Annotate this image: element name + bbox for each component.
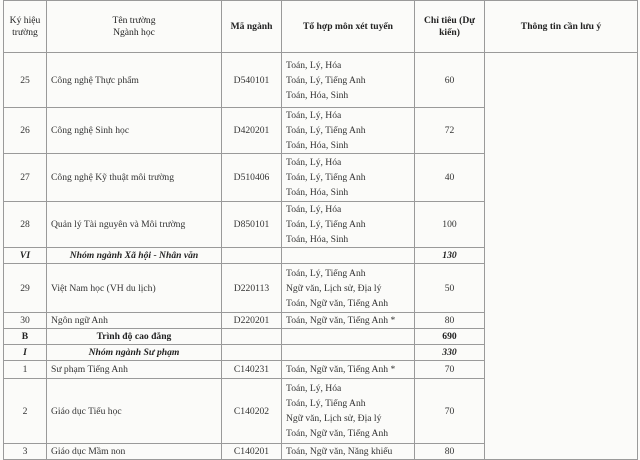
subject-combination: Toán, Ngữ văn, Tiếng Anh — [286, 428, 389, 439]
row-number: 27 — [4, 154, 47, 202]
major-name: Giáo dục Mầm non — [47, 444, 222, 460]
subject-combination: Toán, Hóa, Sinh — [286, 89, 349, 101]
subject-combinations — [282, 248, 415, 264]
major-name: Nhóm ngành Xã hội - Nhân văn — [47, 248, 222, 264]
subject-combination: Toán, Lý, Hóa — [286, 110, 342, 121]
admission-table — [3, 0, 638, 460]
subject-combination: Toán, Lý, Hóa — [286, 157, 342, 168]
quota: 100 — [415, 202, 485, 248]
major-name: Trình độ cao đẳng — [47, 329, 222, 345]
header-name: Tên trường Ngành học — [47, 1, 222, 53]
subject-combinations — [282, 313, 415, 329]
row-number: 1 — [4, 361, 47, 379]
major-code: D220201 — [222, 313, 282, 329]
major-code: D510406 — [222, 154, 282, 202]
quota: 330 — [415, 345, 485, 361]
subject-combination: Toán, Lý, Hóa — [286, 59, 342, 71]
major-name: Sư phạm Tiếng Anh — [47, 361, 222, 379]
major-code — [222, 329, 282, 345]
major-code: C140202 — [222, 379, 282, 444]
major-name: Nhóm ngành Sư phạm — [47, 345, 222, 361]
major-code: C140231 — [222, 361, 282, 379]
subject-combination: Ngữ văn, Lịch sử, Địa lý — [286, 282, 382, 294]
subject-combinations — [282, 202, 415, 248]
major-code: D220113 — [222, 264, 282, 313]
subject-combination: Toán, Lý, Tiếng Anh — [286, 74, 366, 86]
major-code — [222, 345, 282, 361]
subject-combination: Toán, Lý, Tiếng Anh — [286, 125, 366, 136]
major-code: D540101 — [222, 53, 282, 108]
major-name: Giáo dục Tiểu học — [47, 379, 222, 444]
quota: 50 — [415, 264, 485, 313]
table-header — [4, 1, 638, 53]
row-number: B — [4, 329, 47, 345]
header-subjects: Tổ hợp môn xét tuyển — [282, 1, 415, 53]
subject-combination: Toán, Lý, Tiếng Anh — [286, 267, 366, 279]
subject-combination: Toán, Lý, Tiếng Anh — [286, 398, 366, 409]
major-code: C140201 — [222, 444, 282, 460]
subject-combinations — [282, 329, 415, 345]
row-number: 25 — [4, 53, 47, 108]
notes-cell — [485, 53, 638, 460]
subject-combinations — [282, 264, 415, 313]
subject-combinations — [282, 444, 415, 460]
subject-combinations — [282, 345, 415, 361]
row-number: 28 — [4, 202, 47, 248]
major-name: Ngôn ngữ Anh — [47, 313, 222, 329]
subject-combination: Toán, Ngữ văn, Năng khiếu — [286, 446, 393, 457]
header-major-code: Mã ngành — [222, 1, 282, 53]
subject-combination: Toán, Hóa, Sinh — [286, 140, 349, 151]
major-code — [222, 248, 282, 264]
subject-combination: Ngữ văn, Lịch sử, Địa lý — [286, 413, 382, 424]
major-name: Công nghệ Kỹ thuật môi trường — [47, 154, 222, 202]
row-number: VI — [4, 248, 47, 264]
subject-combination: Toán, Lý, Tiếng Anh — [286, 172, 366, 183]
row-number: 2 — [4, 379, 47, 444]
row-number: 3 — [4, 444, 47, 460]
major-code: D420201 — [222, 108, 282, 154]
row-number: 26 — [4, 108, 47, 154]
row-number: 29 — [4, 264, 47, 313]
header-notes: Thông tin cần lưu ý — [485, 1, 638, 53]
header-quota: Chỉ tiêu (Dự kiến) — [415, 1, 485, 53]
subject-combination: Toán, Hóa, Sinh — [286, 234, 349, 245]
quota: 72 — [415, 108, 485, 154]
row-number: I — [4, 345, 47, 361]
major-code: D850101 — [222, 202, 282, 248]
major-name: Công nghệ Thực phẩm — [47, 53, 222, 108]
major-name: Quản lý Tài nguyên và Môi trường — [47, 202, 222, 248]
subject-combinations — [282, 379, 415, 444]
subject-combinations — [282, 108, 415, 154]
subject-combination: Toán, Lý, Hóa — [286, 204, 342, 215]
quota: 70 — [415, 379, 485, 444]
quota: 80 — [415, 313, 485, 329]
subject-combination: Toán, Ngữ văn, Tiếng Anh * — [286, 315, 396, 326]
subject-combination: Toán, Ngữ văn, Tiếng Anh * — [286, 364, 396, 375]
subject-combination: Toán, Lý, Hóa — [286, 383, 342, 394]
quota: 70 — [415, 361, 485, 379]
subject-combination: Toán, Ngữ văn, Tiếng Anh — [286, 297, 389, 309]
quota: 130 — [415, 248, 485, 264]
table-row — [4, 53, 638, 108]
header-code: Ký hiệu trường — [4, 1, 47, 53]
subject-combinations — [282, 53, 415, 108]
quota: 690 — [415, 329, 485, 345]
quota: 60 — [415, 53, 485, 108]
quota: 40 — [415, 154, 485, 202]
quota: 80 — [415, 444, 485, 460]
row-number: 30 — [4, 313, 47, 329]
subject-combination: Toán, Lý, Tiếng Anh — [286, 219, 366, 230]
major-name: Công nghệ Sinh học — [47, 108, 222, 154]
subject-combination: Toán, Hóa, Sinh — [286, 187, 349, 198]
subject-combinations — [282, 361, 415, 379]
major-name: Việt Nam học (VH du lịch) — [47, 264, 222, 313]
subject-combinations — [282, 154, 415, 202]
